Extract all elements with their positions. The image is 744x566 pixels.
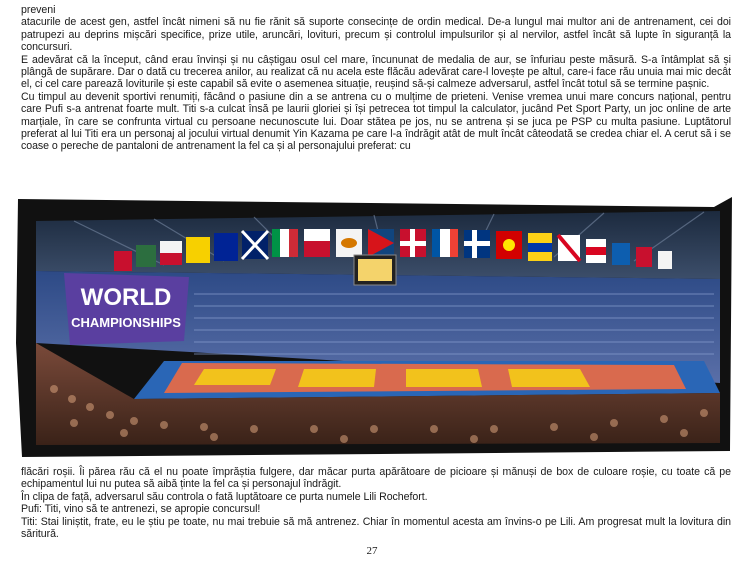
page-number: 27 (366, 545, 378, 557)
paragraph: flăcări roșii. Îi părea rău că el nu poate împrăștia fulgere, dar măcar purta apărătoare de picioare și mănuși de box de culoare roșie, cu toate că pe echipamentul lui nu putea să aibă ținte la fel ca și personajul îndrăgit. (21, 466, 731, 491)
jumbotron-screen (358, 259, 392, 281)
top-text-block (21, 4, 731, 153)
sign-line-2: CHAMPIONSHIPS (71, 315, 181, 330)
paragraph: Cu timpul au devenit sportivi renumiți, făcând o pasiune din a se antrena cu o mulțime de prieteni. Venise vremea unui mare concurs național, pentru care Pufi s-a antrenat foarte mult. Titi s-a culcat însă pe laurii gloriei și își petrecea tot timpul la calculator, jucând Pet Sport Party, un joc online de arte marțiale, în care se confrunta virtual cu persoane necunoscute lui. Doar stătea pe jos, nu se antrena și se juca pe PSP cu multa pasiune. Luptătorul preferat al lui Titi era un personaj al jocului virtual denumit Yin Kazama pe care l-a îndrăgit atât de mult încât câteodată se credea chiar el. A cerut să i se coase o pereche de pantaloni de antrenament la fel ca și al personajului preferat: cu (21, 90, 731, 153)
paragraph: preveni (21, 4, 56, 16)
paragraph: E adevărat că la început, când erau învinși și nu câștigau osul cel mare, încununat de medalia de aur, se înfuriau peste măsură. S-a întâmplat să și plângă de supărare. Dar o dată cu trecerea anilor, au realizat că nu acela este flăcău adevărat care-l lovește pe altul, care-i face rău unuia mai mic decât el, ci cel care parează loviturile și este capabil să evite o asemenea situație, reușind să-și calmeze adversarul, astfel încât totul să se termine pașnic. (21, 53, 731, 91)
sign-line-1: WORLD (80, 284, 172, 311)
paragraph: atacurile de acest gen, astfel încât nimeni să nu fie rănit să suporte consecințe de ordin medical. De-a lungul mai multor ani de antrenament, cei doi patrupezi au deprins mișcări specifice, prize utile, aruncări, lovituri, precum și controlul impulsurilor și al nervilor, astfel încât să lupte în siguranță la concursuri. (21, 16, 731, 54)
arena-illustration-svg (14, 193, 736, 460)
paragraph: Titi: Stai liniștit, frate, eu le știu pe toate, nu mai trebuie să mă antrenez. Chiar în momentul acesta am învins-o pe Lili. Am progresat mult la lovitura din săritură. (21, 515, 731, 541)
bottom-text-block (21, 466, 731, 540)
arena-illustration (14, 193, 736, 460)
paragraph: Pufi: Titi, vino să te antrenezi, se apropie concursul! (21, 503, 261, 516)
paragraph: În clipa de față, adversarul său controla o fată luptătoare ce purta numele Lili Rochefort. (21, 490, 428, 503)
